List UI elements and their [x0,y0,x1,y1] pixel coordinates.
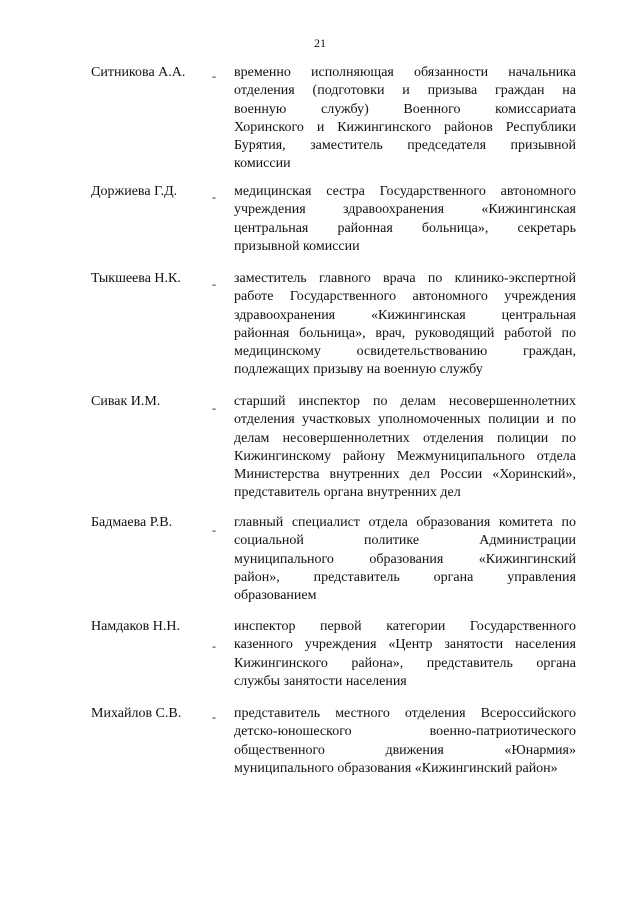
description-line: работе Государственного автономного учреждения [234,289,576,305]
member-position-description [234,270,576,380]
description-line: центральная районная больница», секретарь [234,220,576,236]
description-line: отделения (подготовки и призыва граждан на [234,83,576,99]
description-line: главный специалист отдела образования комитета по [234,515,576,530]
description-line: муниципального образования «Кижингинский район» [234,760,558,776]
description-line: район», представитель органа управления [234,569,576,585]
description-line: инспектор первой категории Государственного [234,619,576,634]
description-line: образованием [234,588,317,604]
description-line: отделения участковых уполномоченных полиции и по [234,412,576,428]
member-name: Намдаков Н.Н. [91,619,180,634]
separator-dash: - [212,523,216,537]
member-name: Бадмаева Р.В. [91,515,173,530]
member-position-description [234,64,576,174]
separator-dash: - [212,639,216,653]
description-line: муниципального образования «Кижингинский [234,551,576,567]
member-name: Михайлов С.В. [91,706,182,721]
description-line: районная больница», врач, руководящий работой по [234,325,576,341]
description-line: Кижингинскому району Межмуниципального отдела [234,448,576,464]
description-line: Министерства внутренних дел России «Хоринский», [234,467,576,483]
description-line: представитель органа внутренних дел [234,485,461,501]
member-position-description [234,514,576,605]
description-line: здравоохранения «Кижингинская центральная [234,307,576,323]
page-number: 21 [314,36,326,50]
member-position-description [234,183,576,256]
member-name: Ситникова А.А. [91,65,186,80]
description-line: общественного движения «Юнармия» [234,742,576,758]
description-line: представитель местного отделения Всероссийского [234,706,576,721]
description-line: Хоринского и Кижингинского районов Республики [234,119,576,135]
description-line: службы занятости населения [234,673,407,689]
description-line: старший инспектор по делам несовершеннолетних [234,394,576,409]
separator-dash: - [212,69,216,83]
description-line: заместитель главного врача по клинико-экспертной [234,271,576,286]
member-position-description [234,705,576,778]
description-line: медицинская сестра Государственного автономного [234,184,576,199]
description-line: казенного учреждения «Центр занятости населения [234,637,576,653]
member-name: Тыкшеева Н.К. [91,271,181,286]
member-position-description [234,618,576,691]
separator-dash: - [212,190,216,204]
description-line: социальной политике Администрации [234,533,576,549]
description-line: военную службу) Военного комиссариата [234,101,576,117]
member-name: Доржиева Г.Д. [91,184,178,199]
description-line: Бурятия, заместитель председателя призывной [234,138,576,154]
member-position-description [234,393,576,503]
description-line: Кижингинского района», представитель органа [234,655,576,671]
description-line: медицинскому освидетельствованию граждан, [234,344,576,360]
member-name: Сивак И.М. [91,394,161,409]
description-line: подлежащих призыву на военную службу [234,362,483,378]
description-line: детско-юношеского военно-патриотического [234,724,576,740]
description-line: призывной комиссии [234,238,360,254]
description-line: делам несовершеннолетних отделения полиции по [234,430,576,446]
separator-dash: - [212,277,216,291]
description-line: временно исполняющая обязанности начальника [234,65,576,80]
description-line: учреждения здравоохранения «Кижингинская [234,202,576,218]
description-line: комиссии [234,156,291,172]
separator-dash: - [212,401,216,415]
separator-dash: - [212,710,216,724]
